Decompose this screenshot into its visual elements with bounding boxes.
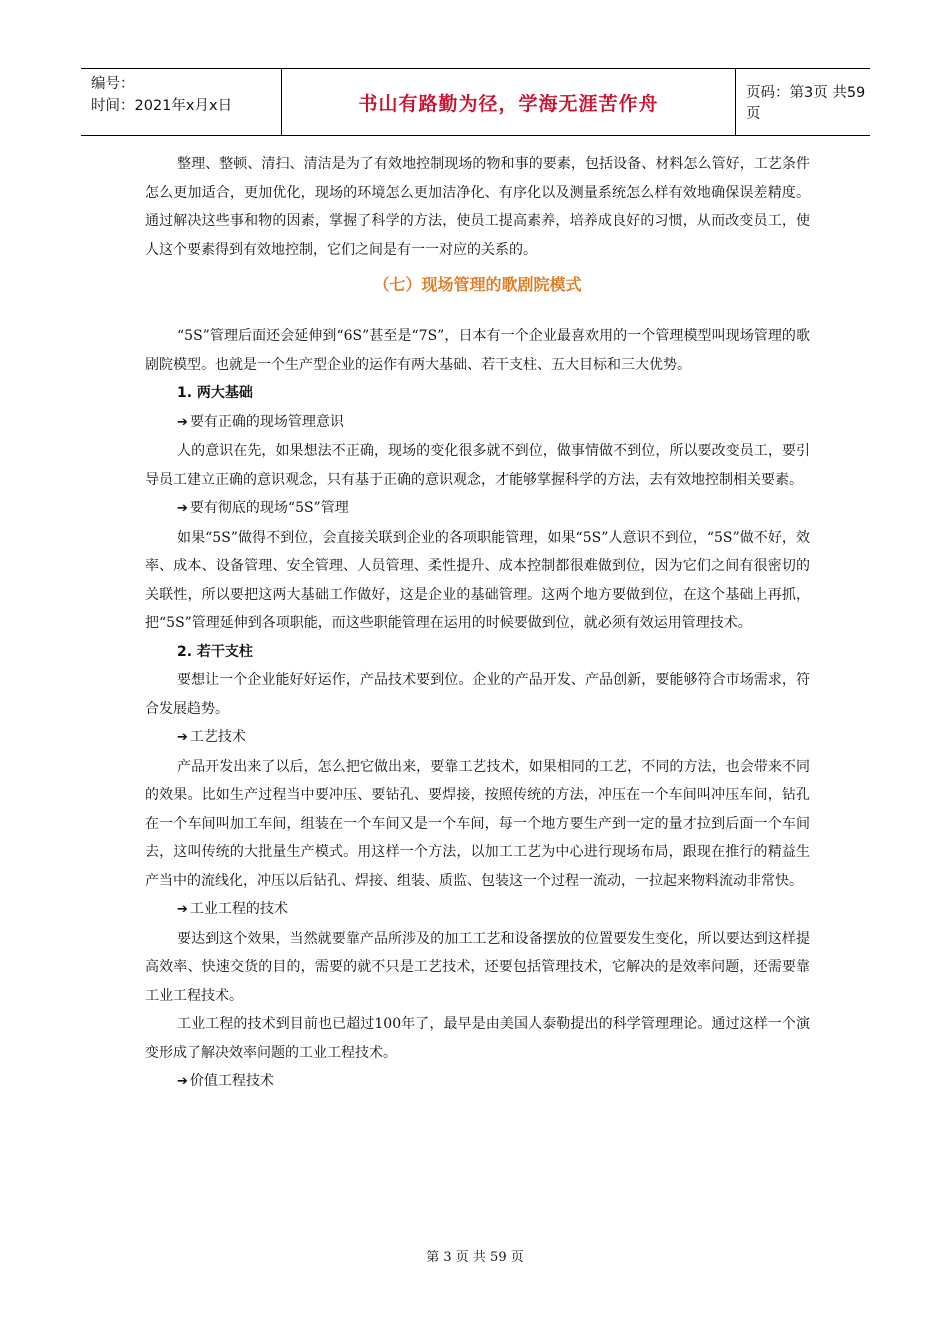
paragraph: 要达到这个效果，当然就要靠产品所涉及的加工工艺和设备摆放的位置要发生变化，所以要达到这样提高效率、快速交货的目的，需要的就不只是工艺技术，还要包括管理技术，它解决的是效率问题，还需要靠工业工程技术。 bbox=[145, 930, 810, 1004]
paragraph: 工业工程的技术到目前也已超过100年了，最早是由美国人泰勒提出的科学管理理论。通过这样一个演变形成了解决效率问题的工业工程技术。 bbox=[145, 1016, 810, 1061]
arrow-icon: ➔ bbox=[177, 414, 188, 430]
paragraph: “5S”管理后面还会延伸到“6S”甚至是“7S”，日本有一个企业最喜欢用的一个管理模型叫现场管理的歌剧院模型。也就是一个生产型企业的运作有两大基础、若干支柱、五大目标和三大优势。 bbox=[145, 328, 810, 373]
paragraph: 整理、整顿、清扫、清洁是为了有效地控制现场的物和事的要素，包括设备、材料怎么管好，工艺条件怎么更加适合，更加优化，现场的环境怎么更加洁净化、有序化以及测量系统怎么样有效地确保误差精度。通过解决这些事和物的因素，掌握了科学的方法，使员工提高素养，培养成良好的习惯，从而改变员工，使人这个要素得到有效地控制，它们之间是有一一对应的关系的。 bbox=[145, 156, 810, 258]
document-body bbox=[145, 150, 810, 1097]
arrow-icon: ➔ bbox=[177, 1074, 188, 1089]
bullet-item bbox=[145, 408, 810, 438]
header-page-info: 页码：第3页 共59页 bbox=[746, 85, 866, 122]
subheading-pillars: 2. 若干支柱 bbox=[177, 643, 253, 660]
bullet-text: 工艺技术 bbox=[189, 729, 246, 745]
paragraph: 产品开发出来了以后，怎么把它做出来，要靠工艺技术，如果相同的工艺，不同的方法，也会带来不同的效果。比如生产过程当中要冲压、要钻孔、要焊接，按照传统的方法，冲压在一个车间叫冲压车间，钻孔在一个车间叫加工车间，组装在一个车间又是一个车间，每一个地方要生产到一定的量才拉到后面一个车间去，这叫传统的大批量生产模式。用这样一个方法，以加工工艺为中心进行现场布局，跟现在推行的精益生产当中的流线化，冲压以后钻孔、焊接、组装、质监、包装这一个过程一流动，一拉起来物料流动非常快。 bbox=[145, 758, 810, 889]
bullet-text: 价值工程技术 bbox=[189, 1073, 274, 1089]
paragraph: 要想让一个企业能好好运作，产品技术要到位。企业的产品开发、产品创新，要能够符合市场需求，符合发展趋势。 bbox=[145, 672, 810, 717]
header-motto: 书山有路勤为径，学海无涯苦作舟 bbox=[282, 69, 736, 135]
bullet-item bbox=[145, 723, 810, 753]
page-footer: 第 3 页 共 59 页 bbox=[426, 1250, 524, 1265]
bullet-item bbox=[145, 895, 810, 925]
section-heading: （七）现场管理的歌剧院模式 bbox=[373, 275, 582, 294]
paragraph: 人的意识在先，如果想法不正确，现场的变化很多就不到位，做事情做不到位，所以要改变员工，要引导员工建立正确的意识观念，只有基于正确的意识观念，才能够掌握科学的方法，去有效地控制相关要素。 bbox=[145, 443, 810, 488]
bullet-item bbox=[145, 494, 810, 524]
header-number-label: 编号： bbox=[91, 76, 135, 92]
bullet-text: 要有彻底的现场“5S”管理 bbox=[189, 500, 349, 516]
bullet-text: 工业工程的技术 bbox=[189, 901, 288, 917]
arrow-icon: ➔ bbox=[177, 902, 188, 917]
arrow-icon: ➔ bbox=[177, 730, 188, 745]
arrow-icon: ➔ bbox=[177, 501, 188, 516]
page-header bbox=[81, 68, 870, 136]
header-meta bbox=[81, 69, 282, 135]
paragraph: 如果“5S”做得不到位，会直接关联到企业的各项职能管理，如果“5S”人意识不到位，“5S”做不好，效率、成本、设备管理、安全管理、人员管理、柔性提升、成本控制都很难做到位，因为它们之间有很密切的关联性，所以要把这两大基础工作做好，这是企业的基础管理。这两个地方要做到位，在这个基础上再抓，把“5S”管理延伸到各项职能，而这些职能管理在运用的时候要做到位，就必须有效运用管理技术。 bbox=[145, 529, 810, 631]
header-date-label: 时间：2021年x月x日 bbox=[91, 98, 233, 114]
bullet-item bbox=[145, 1067, 810, 1097]
bullet-text: 要有正确的现场管理意识 bbox=[189, 413, 344, 430]
subheading-two-foundations: 1. 两大基础 bbox=[177, 385, 253, 401]
